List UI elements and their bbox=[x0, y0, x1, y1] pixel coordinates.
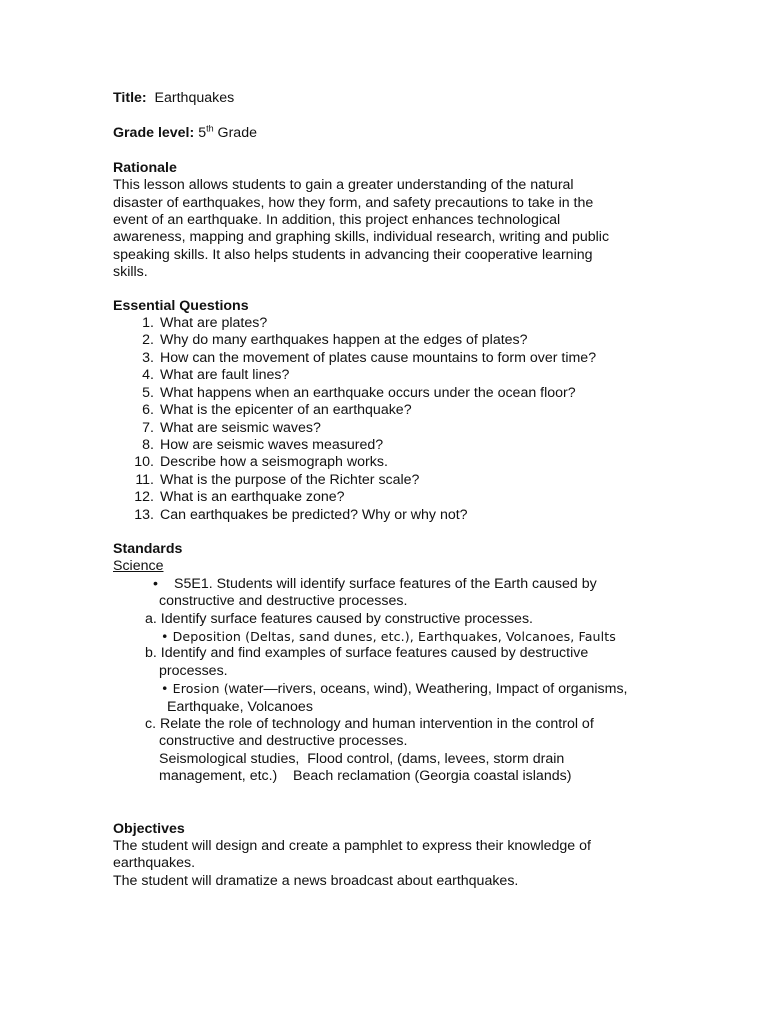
item-text: What is an earthquake zone? bbox=[160, 489, 345, 506]
objective-line: The student will dramatize a news broadcast about earthquakes. bbox=[113, 872, 519, 889]
item-number: 6. bbox=[142, 402, 154, 419]
item-number: 10. bbox=[134, 454, 154, 471]
item-text: What are seismic waves? bbox=[160, 419, 321, 436]
rationale-paragraph bbox=[113, 177, 653, 281]
grade-label: Grade level: bbox=[113, 125, 195, 142]
item-text: How are seismic waves measured? bbox=[160, 436, 384, 453]
list-item bbox=[113, 350, 653, 367]
bullet-icon: • bbox=[153, 575, 158, 592]
list-item bbox=[113, 454, 653, 471]
item-number: 12. bbox=[134, 489, 154, 506]
standard-b-sub-cont: Earthquake, Volcanoes bbox=[167, 698, 313, 715]
standard-b-sub-rest: water—rivers, oceans, wind), Weathering, Impact of organisms, bbox=[228, 681, 628, 698]
item-text: What are plates? bbox=[160, 315, 268, 332]
standards-subject: Science bbox=[113, 558, 164, 575]
objectives-heading: Objectives bbox=[113, 820, 185, 837]
item-number: 1. bbox=[142, 315, 154, 332]
standard-s5e1 bbox=[113, 576, 653, 593]
standard-c: c. Relate the role of technology and human intervention in the control of bbox=[145, 716, 594, 732]
standard-b: b. Identify and find examples of surface features caused by destructive bbox=[145, 645, 589, 662]
item-text: What is the epicenter of an earthquake? bbox=[160, 402, 412, 419]
standard-s5e1-text: S5E1. Students will identify surface features of the Earth caused by bbox=[174, 575, 597, 592]
item-number: 8. bbox=[142, 436, 154, 453]
standard-b-sub-prefix: • Erosion ( bbox=[161, 681, 229, 697]
essential-questions-list bbox=[113, 315, 653, 524]
objective-line: The student will design and create a pamphlet to express their knowledge of bbox=[113, 838, 591, 855]
standard-s5e1-cont: constructive and destructive processes. bbox=[159, 593, 408, 610]
item-number: 7. bbox=[142, 419, 154, 436]
list-item bbox=[113, 367, 653, 384]
standard-c-examples: Seismological studies, Flood control, (dams, levees, storm drain bbox=[159, 750, 565, 767]
rationale-heading: Rationale bbox=[113, 159, 177, 176]
standard-a-sub: • Deposition (Deltas, sand dunes, etc.), Earthquakes, Volcanoes, Faults bbox=[161, 628, 616, 644]
rationale-line: speaking skills. It also helps students in advancing their cooperative learning bbox=[113, 246, 593, 263]
standard-b-cont: processes. bbox=[159, 662, 228, 679]
standard-b-sub bbox=[113, 680, 653, 698]
title-value: Earthquakes bbox=[154, 90, 235, 106]
list-item bbox=[113, 315, 653, 332]
rationale-line: This lesson allows students to gain a greater understanding of the natural bbox=[113, 177, 574, 194]
list-item bbox=[113, 385, 653, 402]
item-number: 3. bbox=[142, 349, 154, 366]
item-text: Can earthquakes be predicted? Why or why not? bbox=[160, 506, 468, 523]
list-item bbox=[113, 472, 653, 489]
grade-level-line bbox=[113, 125, 653, 142]
title-label: Title: bbox=[113, 90, 147, 106]
standard-c-cont: constructive and destructive processes. bbox=[159, 733, 408, 750]
list-item bbox=[113, 332, 653, 349]
item-number: 5. bbox=[142, 384, 154, 401]
grade-text: Grade bbox=[217, 125, 257, 142]
list-item bbox=[113, 489, 653, 506]
item-text: What is the purpose of the Richter scale? bbox=[160, 471, 420, 488]
standards-heading: Standards bbox=[113, 540, 183, 557]
item-number: 4. bbox=[142, 367, 154, 384]
essential-questions-heading: Essential Questions bbox=[113, 297, 249, 314]
standard-a: a. Identify surface features caused by constructive processes. bbox=[145, 610, 533, 627]
grade-suffix: th bbox=[206, 123, 214, 134]
list-item bbox=[113, 507, 653, 524]
item-text: What are fault lines? bbox=[160, 367, 290, 384]
list-item bbox=[113, 402, 653, 419]
grade-number: 5 bbox=[198, 125, 207, 142]
rationale-line: event of an earthquake. In addition, this project enhances technological bbox=[113, 212, 561, 229]
list-item bbox=[113, 420, 653, 437]
item-text: Why do many earthquakes happen at the edges of plates? bbox=[160, 332, 528, 349]
title-line bbox=[113, 90, 653, 107]
rationale-line: awareness, mapping and graphing skills, individual research, writing and public bbox=[113, 229, 610, 246]
lesson-plan-page bbox=[113, 90, 653, 890]
item-number: 11. bbox=[135, 471, 154, 488]
rationale-line: skills. bbox=[113, 264, 148, 281]
standard-c-examples-cont: management, etc.) Beach reclamation (Georgia coastal islands) bbox=[159, 768, 572, 785]
item-text: Describe how a seismograph works. bbox=[160, 454, 388, 471]
item-text: What happens when an earthquake occurs under the ocean floor? bbox=[160, 384, 576, 401]
item-number: 2. bbox=[142, 332, 154, 349]
list-item bbox=[113, 437, 653, 454]
item-text: How can the movement of plates cause mountains to form over time? bbox=[160, 349, 597, 366]
item-number: 13. bbox=[134, 506, 154, 523]
rationale-line: disaster of earthquakes, how they form, and safety precautions to take in the bbox=[113, 194, 594, 211]
objective-line: earthquakes. bbox=[113, 855, 196, 872]
